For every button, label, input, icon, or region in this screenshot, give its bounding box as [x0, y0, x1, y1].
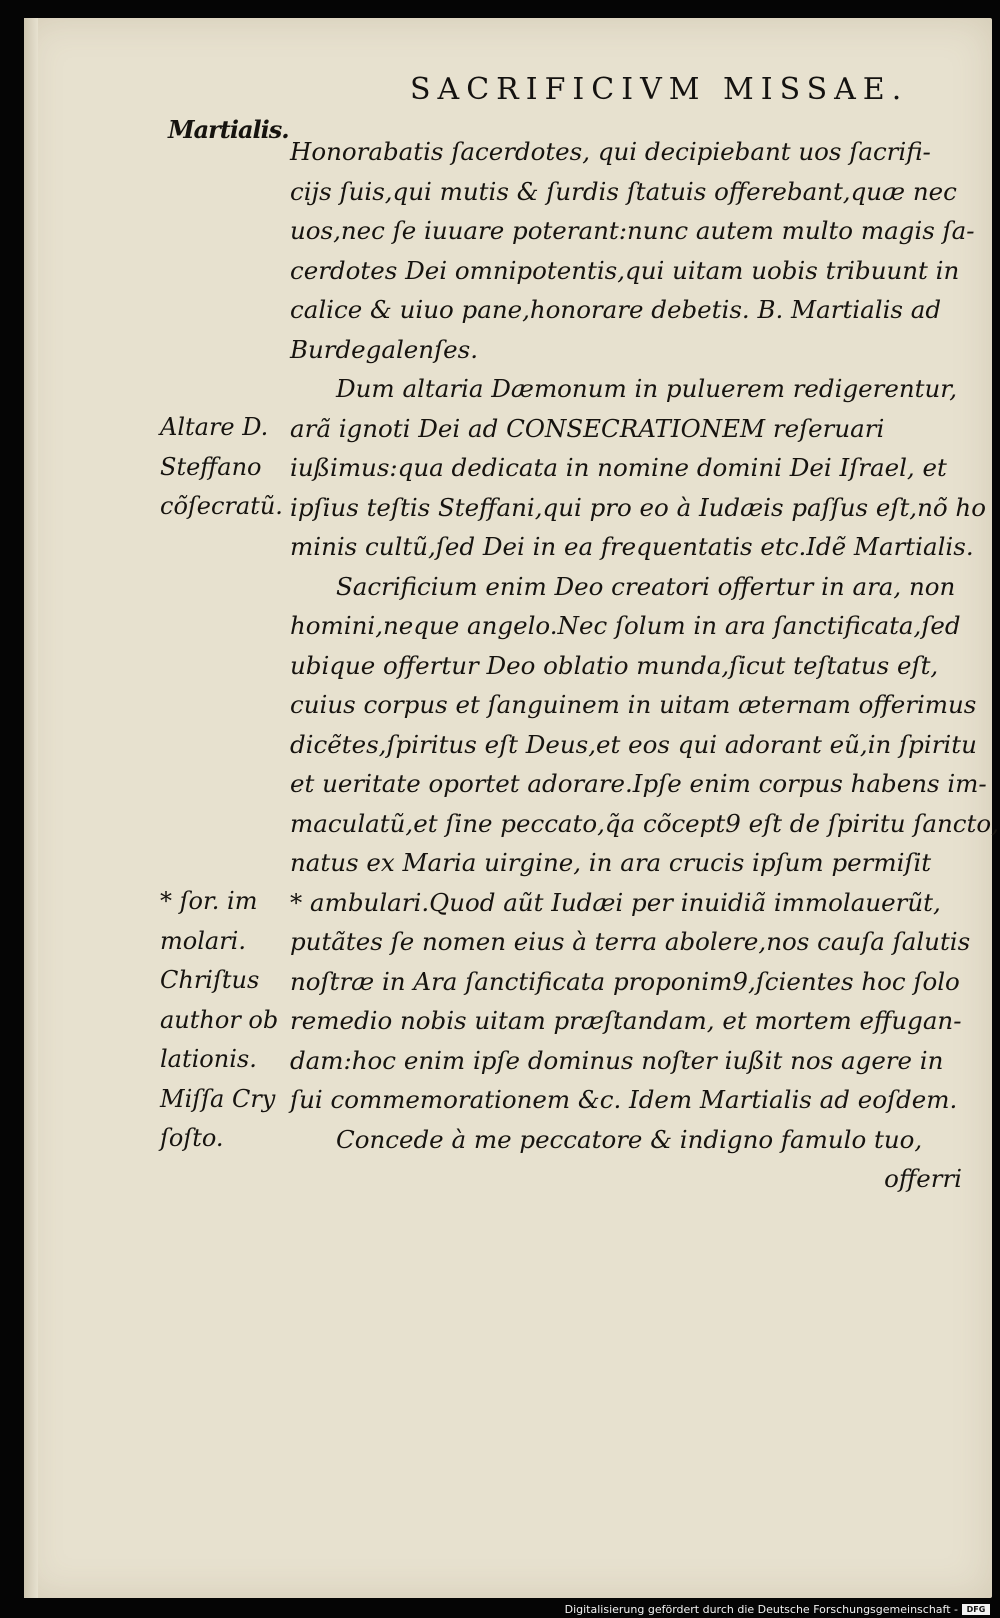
- footer-credit: Digitalisierung gefördert durch die Deutsche Forschungsgemeinschaft -: [564, 1603, 958, 1616]
- margin-note-line: lationis.: [160, 1045, 257, 1073]
- running-head: SACRIFICIVM MISSAE.: [410, 72, 909, 107]
- text-line: ſui commemorationem &c. Idem Martialis ad eoſdem.: [290, 1085, 958, 1114]
- text-line: remedio nobis uitam præſtandam, et mortem effugan-: [290, 1006, 962, 1035]
- text-line: ciјs ſuis,qui mutis & ſurdis ſtatuis offerebant,quæ nec: [290, 176, 957, 206]
- text-line: homini,neque angelo.Nec ſolum in ara ſanctificata,ſed: [290, 611, 961, 640]
- text-line: et ueritate oportet adorare.Ipſe enim corpus habens im-: [290, 769, 987, 798]
- text-line: Dum altaria Dæmonum in puluerem redigerentur,: [336, 374, 958, 403]
- dfg-logo-icon: DFG: [962, 1604, 990, 1615]
- margin-note-line: * ſor. im: [160, 887, 258, 915]
- text-line: ipſius teſtis Steffani,qui pro eo à Iudæis paſſus eſt,nõ ho: [290, 492, 986, 522]
- text-line: cuius corpus et ſanguinem in uitam æternam offerimus: [290, 690, 977, 719]
- text-line: dicẽtes,ſpiritus eſt Deus,et eos qui adorant eũ,in ſpiritu: [290, 729, 977, 759]
- text-line: calice & uiuo pane,honorare debetis. B. Martialis ad: [290, 295, 942, 324]
- margin-note-line: author ob: [160, 1005, 279, 1034]
- margin-note-immolari: [160, 882, 290, 1159]
- text-line: cerdotes Dei omnipotentis,qui uitam uobis tribuunt in: [290, 255, 960, 285]
- text-line: arã ignoti Dei ad CONSECRATIONEM reſeruari: [290, 413, 885, 443]
- catchword: offerri: [884, 1164, 962, 1193]
- text-line: natus ex Maria uirgine, in ara crucis ipſum permiſit: [290, 848, 932, 877]
- body-text: [290, 132, 999, 1199]
- page-gutter-edge: [24, 18, 38, 1598]
- text-line: putãtes ſe nomen eius à terra abolere,nos cauſa ſalutis: [290, 927, 971, 956]
- margin-note-line: Martialis.: [168, 115, 289, 144]
- text-line: ubique offertur Deo oblatio munda,ſicut teſtatus eſt,: [290, 650, 939, 680]
- margin-note-line: Altare D.: [160, 413, 269, 441]
- text-line: maculatũ,et ſine peccato,q̃a cõcept9 eſt de ſpiritu ſancto,: [290, 808, 999, 838]
- text-line: Concede à me peccatore & indigno famulo tuo,: [336, 1124, 923, 1154]
- text-line: Honorabatis ſacerdotes, qui decipiebant uos ſacrifi-: [290, 137, 931, 166]
- margin-note-line: Chriſtus: [160, 966, 260, 994]
- margin-note-line: cõſecratũ.: [160, 492, 283, 520]
- text-line: * ambulari.Quod aũt Iudæi per inuidiã immolauerũt,: [290, 887, 941, 917]
- margin-note-martialis: [168, 110, 298, 150]
- text-line: Sacrificium enim Deo creatori offertur in ara, non: [336, 571, 956, 601]
- text-line: dam:hoc enim ipſe dominus noſter iußit nos agere in: [290, 1045, 944, 1075]
- margin-note-line: ſoſto.: [160, 1124, 224, 1152]
- text-line: noſtræ in Ara ſanctificata proponim9,ſcientes hoc ſolo: [290, 966, 960, 996]
- text-line: minis cultũ,ſed Dei in ea frequentatis etc.Idẽ Martialis.: [290, 532, 974, 561]
- text-line: uos,nec ſe iuuare poterant:nunc autem multo magis ſa-: [290, 216, 975, 245]
- digitization-footer: [565, 1603, 990, 1616]
- text-line: iußimus:qua dedicata in nomine domini Dei Iſrael, et: [290, 453, 947, 482]
- margin-note-line: Miſſa Cry: [160, 1084, 276, 1113]
- margin-note-altare: [160, 408, 290, 527]
- margin-note-line: molari.: [160, 926, 246, 955]
- margin-note-line: Steffano: [160, 452, 262, 481]
- text-line: Burdegalenſes.: [290, 334, 479, 364]
